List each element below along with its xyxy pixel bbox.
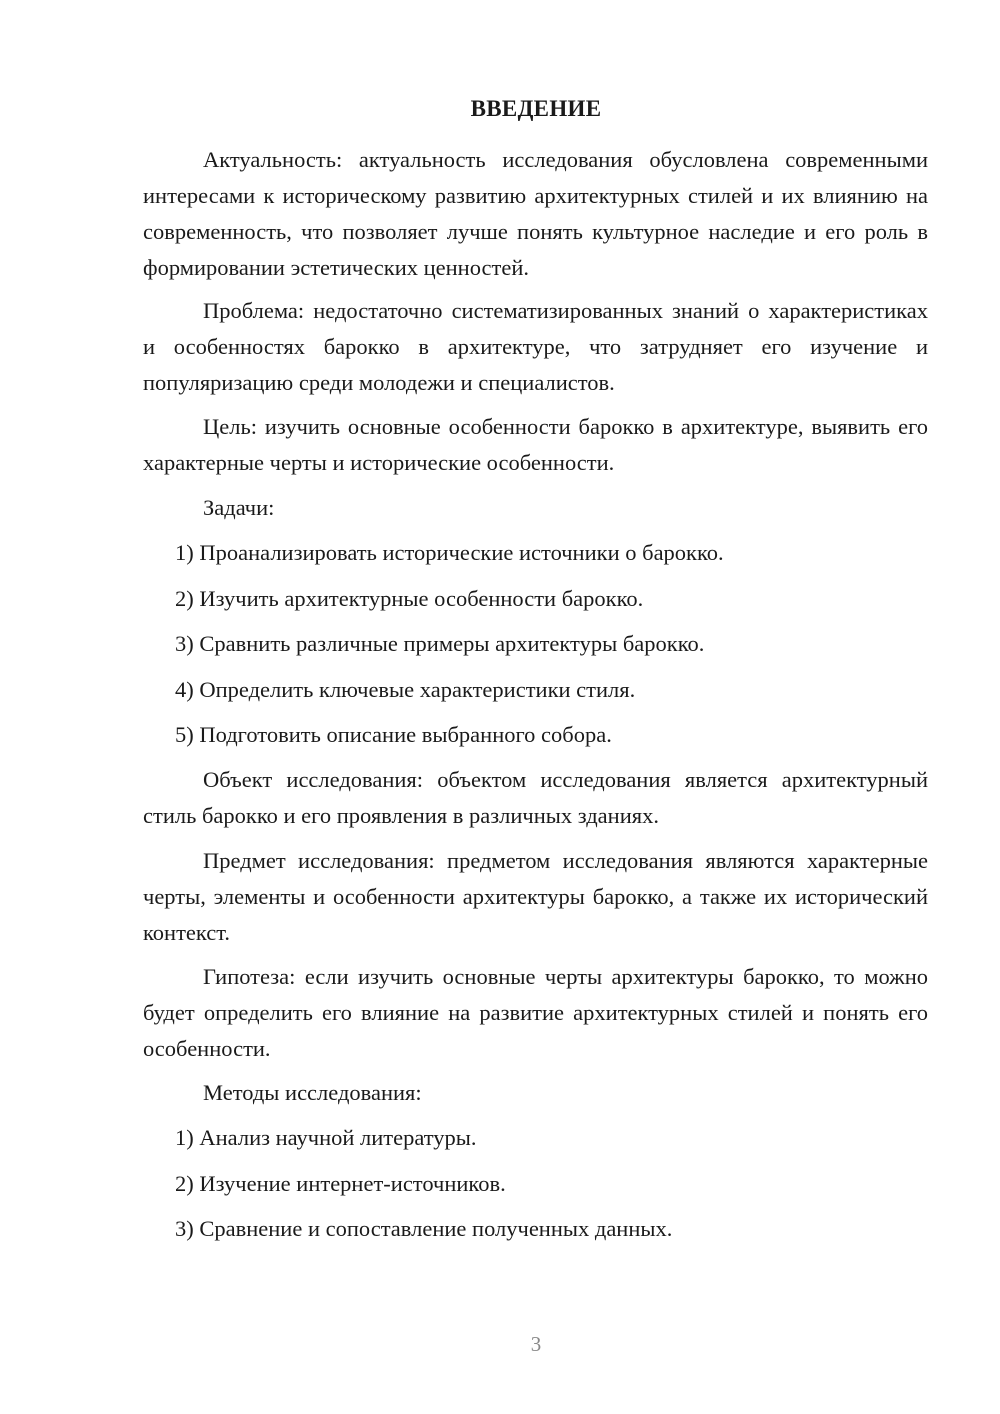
list-item-task-1: 1) Проанализировать исторические источники о барокко. xyxy=(175,540,724,565)
paragraph-relevance: Актуальность: актуальность исследования обусловлена современными интересами к историческому развитию архитектурных стилей и их влиянию на современность, что позволяет лучше понять культурное наследие и его роль в формировании эстетических ценностей. xyxy=(143,147,928,280)
page-number: 3 xyxy=(530,1332,542,1356)
paragraph-hypothesis: Гипотеза: если изучить основные черты архитектуры барокко, то можно будет определить его влияние на развитие архитектурных стилей и понять его особенности. xyxy=(143,964,928,1061)
list-item-method-1: 1) Анализ научной литературы. xyxy=(175,1125,477,1150)
tasks-heading: Задачи: xyxy=(203,495,275,520)
list-item-task-3: 3) Сравнить различные примеры архитектуры барокко. xyxy=(175,631,705,656)
page-title: ВВЕДЕНИЕ xyxy=(470,96,602,121)
list-item-task-5: 5) Подготовить описание выбранного собора. xyxy=(175,722,612,747)
paragraph-subject: Предмет исследования: предметом исследования являются характерные черты, элементы и особенности архитектуры барокко, а также их исторический контекст. xyxy=(143,848,928,945)
list-item-task-2: 2) Изучить архитектурные особенности барокко. xyxy=(175,586,644,611)
list-item-method-2: 2) Изучение интернет-источников. xyxy=(175,1171,506,1196)
methods-heading: Методы исследования: xyxy=(203,1080,422,1105)
list-item-method-3: 3) Сравнение и сопоставление полученных данных. xyxy=(175,1216,673,1241)
paragraph-problem: Проблема: недостаточно систематизированных знаний о характеристиках и особенностях барокко в архитектуре, что затрудняет его изучение и популяризацию среди молодежи и специалистов. xyxy=(143,298,928,395)
paragraph-object: Объект исследования: объектом исследования является архитектурный стиль барокко и его проявления в различных зданиях. xyxy=(143,767,928,828)
paragraph-goal: Цель: изучить основные особенности барокко в архитектуре, выявить его характерные черты и исторические особенности. xyxy=(143,414,928,475)
list-item-task-4: 4) Определить ключевые характеристики стиля. xyxy=(175,677,636,702)
